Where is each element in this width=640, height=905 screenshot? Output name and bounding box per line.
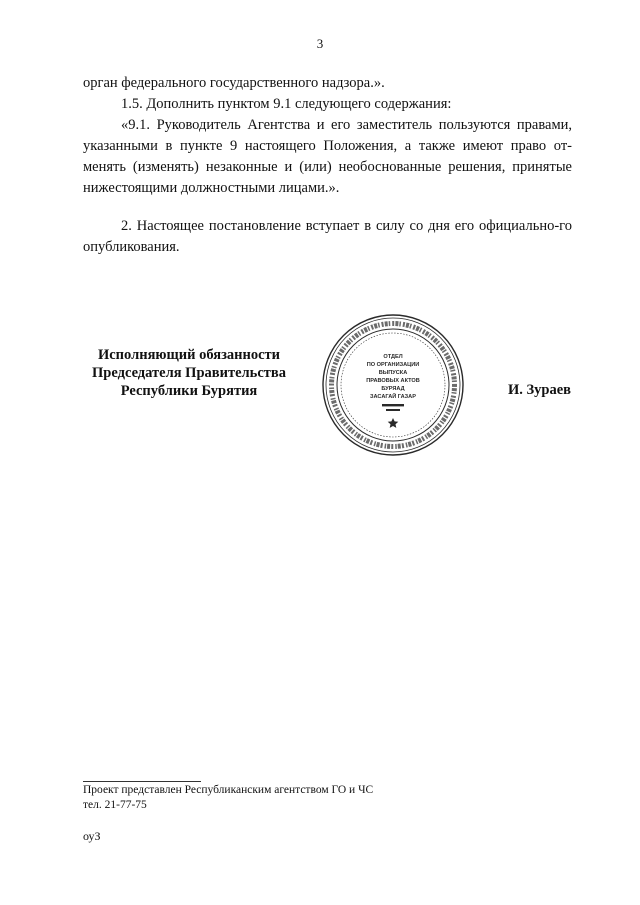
- seal-text-line-1: ОТДЕЛ: [383, 354, 403, 360]
- paragraph-1: орган федерального государственного надзора.».: [83, 75, 385, 91]
- amendment-text: [83, 73, 572, 199]
- paragraph-2: 1.5. Дополнить пунктом 9.1 следующего содержания:: [121, 96, 452, 112]
- official-seal: [320, 312, 466, 458]
- signatory-name: И. Зураев: [508, 382, 572, 398]
- seal-text-line-3: ВЫПУСКА: [378, 370, 408, 376]
- signatory-title: [60, 346, 318, 400]
- paragraph-effective: 2. Настоящее постановление вступает в силу со дня его официально-го опубликования.: [83, 218, 572, 255]
- footer-note: [83, 783, 373, 813]
- seal-text-line-2: ПО ОРГАНИЗАЦИИ: [366, 362, 420, 368]
- footer-prepared-by: Проект представлен Республиканским агентством ГО и ЧС: [83, 784, 374, 796]
- seal-text-line-6: ЗАСАГАЙ ГАЗАР: [370, 394, 416, 400]
- signatory-title-line-1: Исполняющий обязанности: [97, 347, 281, 363]
- paragraph-3: «9.1. Руководитель Агентства и его заместитель пользуются правами, указанными в пункте 9 настоящего Положения, а также имеют право от-менять (изменять) незаконные и (или) необоснованные решения, принятые нижестоящими должностными лицами.».: [83, 117, 572, 196]
- footer-code: оуЗ: [83, 829, 101, 843]
- seal-text-line-4: ПРАВОВЫХ АКТОВ: [366, 378, 420, 384]
- page-number: 3: [316, 36, 324, 51]
- effective-clause: [83, 216, 572, 258]
- footer-phone: тел. 21-77-75: [83, 799, 147, 811]
- signatory-title-line-2: Председателя Правительства: [92, 365, 286, 381]
- seal-text-line-5: БУРЯАД: [381, 386, 405, 392]
- footer-divider: [83, 781, 201, 782]
- signatory-title-line-3: Республики Бурятия: [120, 383, 258, 399]
